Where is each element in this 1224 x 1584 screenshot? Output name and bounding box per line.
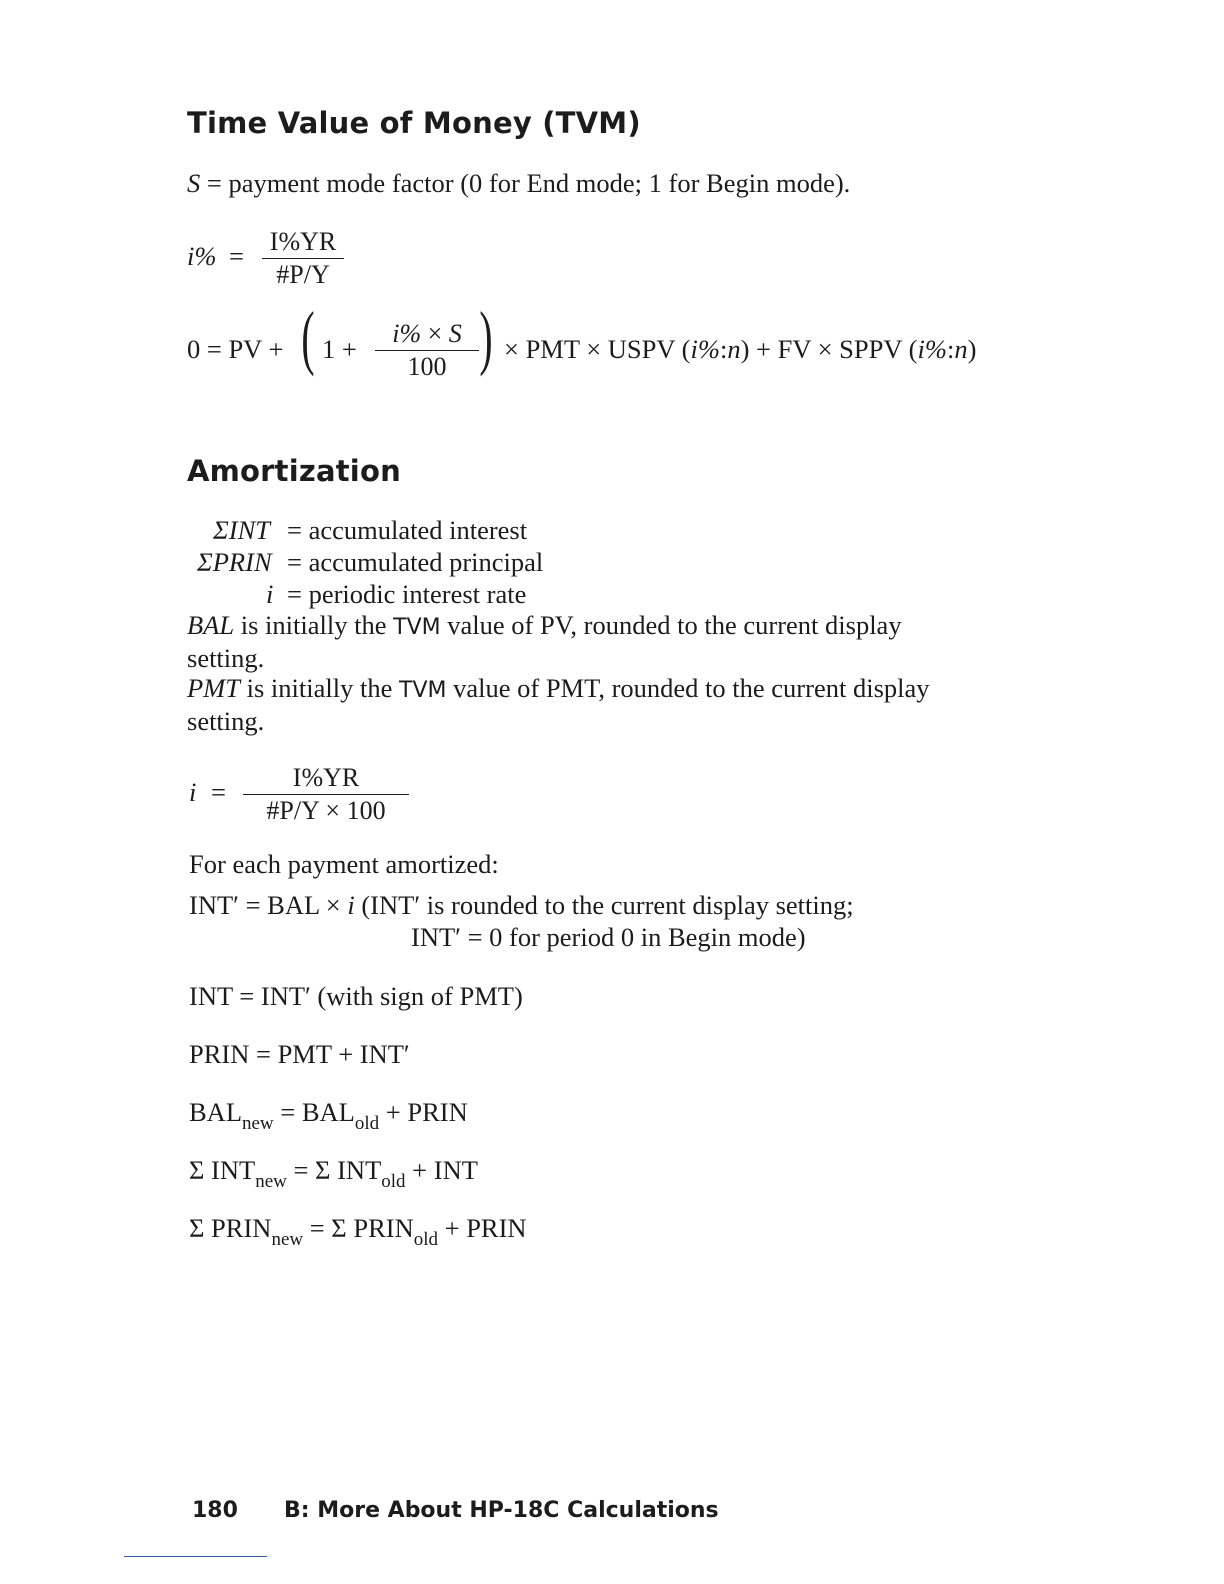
bal-var: BAL bbox=[187, 610, 235, 640]
int-prime-i: i bbox=[347, 890, 355, 920]
ipct-numerator: I%YR bbox=[269, 227, 337, 256]
tvm-eq-denominator: 100 bbox=[407, 352, 447, 381]
def-sym-i: i bbox=[266, 579, 274, 609]
num-s: S bbox=[448, 319, 462, 348]
ipct-denominator: #P/Y bbox=[276, 260, 330, 289]
arg-n: n bbox=[954, 334, 968, 364]
tvm-keyword: TVM bbox=[393, 615, 441, 640]
s-definition bbox=[187, 168, 850, 199]
bal-new-a: BAL bbox=[189, 1097, 242, 1127]
subscript-new: new bbox=[242, 1113, 274, 1134]
bal-text-a: is initially the bbox=[240, 610, 387, 640]
i-eq-fraction bbox=[243, 762, 409, 827]
def-text-i: = periodic interest rate bbox=[287, 579, 527, 609]
sprin-new-a: Σ PRIN bbox=[189, 1213, 272, 1243]
sint-new-b: = Σ INT bbox=[293, 1155, 382, 1185]
subscript-new: new bbox=[271, 1229, 304, 1250]
int-equation: INT = INT′ (with sign of PMT) bbox=[189, 981, 523, 1011]
tvm-eq-one-plus: 1 + bbox=[322, 334, 357, 364]
tvm-eq-numerator bbox=[375, 318, 479, 350]
each-payment-label: For each payment amortized: bbox=[189, 849, 499, 879]
int-prime-line2: INT′ = 0 for period 0 in Begin mode) bbox=[411, 922, 806, 952]
sint-new-c: + INT bbox=[412, 1155, 478, 1185]
footer-title: B: More About HP-18C Calculations bbox=[284, 1498, 719, 1523]
ipct-lhs: i% bbox=[187, 241, 217, 271]
tvm-keyword: TVM bbox=[399, 678, 447, 703]
sprin-new-c: + PRIN bbox=[444, 1213, 527, 1243]
ipct-equals: = bbox=[229, 241, 244, 271]
tvm-eq-fraction bbox=[375, 318, 479, 383]
rest-b: ) + FV × SPPV ( bbox=[740, 334, 918, 364]
bal-new-c: + PRIN bbox=[385, 1097, 468, 1127]
sigma-prin-new-equation bbox=[189, 1213, 527, 1250]
int-prime-line1 bbox=[189, 890, 854, 921]
arg-sep: : bbox=[719, 334, 728, 364]
right-paren: ) bbox=[479, 297, 493, 377]
def-text-sigma-prin: = accumulated principal bbox=[287, 547, 544, 577]
num-ipct: i% bbox=[392, 319, 422, 348]
page-number: 180 bbox=[192, 1498, 238, 1523]
subscript-old: old bbox=[381, 1171, 406, 1192]
sint-new-a: Σ INT bbox=[189, 1155, 256, 1185]
int-prime-a: INT′ = BAL × bbox=[189, 890, 341, 920]
rest-c: ) bbox=[967, 334, 977, 364]
rest-a: × PMT × USPV ( bbox=[504, 334, 691, 364]
arg-n: n bbox=[727, 334, 741, 364]
arg-i: i% bbox=[917, 334, 947, 364]
subscript-new: new bbox=[255, 1171, 287, 1192]
subscript-old: old bbox=[413, 1229, 438, 1250]
tvm-eq-rest bbox=[504, 334, 976, 365]
bal-note-line2: setting. bbox=[187, 643, 265, 673]
i-eq-lhs: i bbox=[189, 777, 197, 807]
num-times: × bbox=[427, 319, 443, 348]
ipct-fraction bbox=[262, 226, 344, 291]
pmt-note-line2: setting. bbox=[187, 706, 265, 736]
def-sym-sigma-int: ΣINT bbox=[213, 515, 270, 545]
left-paren: ( bbox=[301, 297, 315, 377]
pmt-var: PMT bbox=[187, 673, 240, 703]
pmt-text-b: value of PMT, rounded to the current display bbox=[453, 673, 930, 703]
i-eq-equals: = bbox=[211, 777, 226, 807]
i-eq-numerator: I%YR bbox=[292, 763, 360, 792]
prin-equation: PRIN = PMT + INT′ bbox=[189, 1039, 410, 1069]
bal-note-line1 bbox=[187, 610, 902, 641]
i-eq-denominator: #P/Y × 100 bbox=[266, 796, 386, 825]
def-sym-sigma-prin: ΣPRIN bbox=[197, 547, 272, 577]
sigma-int-new-equation bbox=[189, 1155, 478, 1192]
bal-text-b: value of PV, rounded to the current display bbox=[447, 610, 902, 640]
arg-i: i% bbox=[690, 334, 720, 364]
int-prime-b: (INT′ is rounded to the current display setting; bbox=[361, 890, 854, 920]
subscript-old: old bbox=[354, 1113, 380, 1134]
bal-new-equation bbox=[189, 1097, 468, 1134]
pmt-note-line1 bbox=[187, 673, 930, 704]
arg-sep: : bbox=[946, 334, 955, 364]
sprin-new-b: = Σ PRIN bbox=[309, 1213, 414, 1243]
amortization-heading: Amortization bbox=[187, 454, 401, 488]
footer-rule bbox=[124, 1556, 267, 1557]
def-text-sigma-int: = accumulated interest bbox=[287, 515, 528, 545]
s-definition-text: = payment mode factor (0 for End mode; 1 for Begin mode). bbox=[206, 168, 851, 198]
tvm-eq-lhs: 0 = PV + bbox=[187, 334, 284, 364]
tvm-heading: Time Value of Money (TVM) bbox=[187, 106, 641, 140]
s-variable: S bbox=[187, 168, 201, 198]
pmt-text-a: is initially the bbox=[246, 673, 393, 703]
bal-new-b: = BAL bbox=[280, 1097, 355, 1127]
